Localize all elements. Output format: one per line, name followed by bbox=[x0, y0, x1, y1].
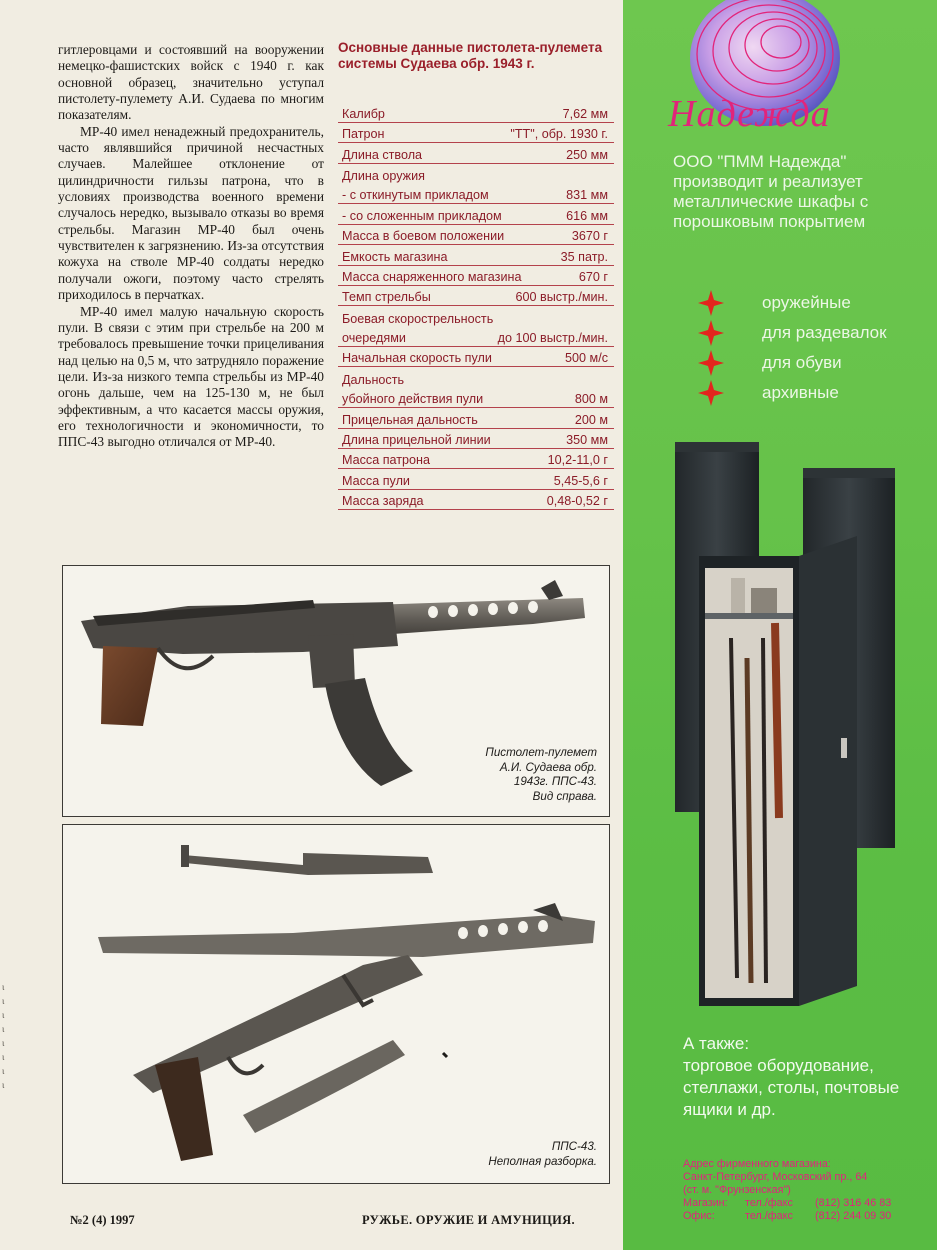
address-line-1: Санкт-Петербург, Московский пр., 64 bbox=[683, 1170, 868, 1183]
spec-row bbox=[338, 266, 614, 286]
caption-line: 1943г. ППС-43. bbox=[513, 775, 597, 789]
shop-number: (812) 316 46 83 bbox=[815, 1196, 892, 1209]
spec-row bbox=[338, 286, 614, 306]
red-star-icon bbox=[698, 350, 724, 376]
caption-line: Вид справа. bbox=[532, 789, 597, 803]
spec-label: Патрон bbox=[342, 127, 385, 142]
article-paragraph-1: гитлеровцами и состоявший на вооружении немецко-фашистских войск с 1940 г. как основной образец, значительно уступал пистолету-пулемету А.И. Судаева по многим показателям. bbox=[58, 42, 324, 123]
spec-value: 5,45-5,6 г bbox=[553, 473, 608, 488]
spec-label: - со сложенным прикладом bbox=[342, 208, 502, 223]
spec-row bbox=[338, 449, 614, 469]
address-line-2: (ст. м. "Фрунзенская") bbox=[683, 1183, 791, 1196]
spec-table bbox=[338, 40, 614, 510]
spec-row bbox=[338, 469, 614, 489]
spec-value: 3670 г bbox=[571, 229, 608, 244]
spec-label: Емкость магазина bbox=[342, 249, 448, 264]
spec-row bbox=[338, 204, 614, 224]
spec-row bbox=[338, 490, 614, 510]
red-star-icon bbox=[698, 380, 724, 406]
product-label: для обуви bbox=[762, 353, 842, 372]
product-label: архивные bbox=[762, 383, 839, 402]
spec-row bbox=[338, 306, 614, 326]
store-address bbox=[683, 1158, 933, 1223]
spec-label: Дальность bbox=[342, 372, 405, 387]
spec-label: Масса патрона bbox=[342, 453, 431, 468]
red-star-icon bbox=[698, 290, 724, 316]
spec-row bbox=[338, 184, 614, 204]
product-label: оружейные bbox=[762, 293, 851, 312]
spec-label: Длина оружия bbox=[342, 168, 425, 183]
spec-value: 200 м bbox=[574, 412, 608, 427]
office-mode: тел./факс bbox=[745, 1209, 793, 1222]
spec-value: 670 г bbox=[578, 269, 608, 284]
spec-row bbox=[338, 327, 614, 347]
spec-value: 616 мм bbox=[566, 208, 608, 223]
page-edge-marks: ι ι ι ι ι ι ι ι bbox=[2, 982, 5, 1090]
spec-label: Прицельная дальность bbox=[342, 412, 478, 427]
product-item bbox=[698, 378, 887, 408]
spec-label: Боевая скорострельность bbox=[342, 311, 494, 326]
photo-disassembly-caption bbox=[488, 1140, 597, 1169]
spec-label: Калибр bbox=[342, 106, 385, 121]
shop-mode: тел./факс bbox=[745, 1196, 793, 1209]
article-paragraph-2: МР-40 имел ненадежный предохранитель, часто являвшийся причиной несчастных случаев. Малейшее отклонение от цилиндричности гильзы патрона, что в условиях производства военного времени случалось нередко, вызывало отказы во время стрельбы. Магазин МР-40 был очень чувствителен к загрязнению. Из-за отсутствия кожуха на стволе МР-40 солдаты нередко получали ожоги, поэтому часто стрелять приходилось в перчатках. bbox=[58, 123, 324, 303]
spec-row bbox=[338, 102, 614, 122]
spec-label: Масса в боевом положении bbox=[342, 229, 505, 244]
spec-label: Темп стрельбы bbox=[342, 290, 431, 305]
spec-rows bbox=[338, 102, 614, 510]
spec-label: убойного действия пули bbox=[342, 392, 484, 407]
spec-value: 800 м bbox=[574, 392, 608, 407]
office-number: (812) 244 09 30 bbox=[815, 1209, 892, 1222]
spec-row bbox=[338, 225, 614, 245]
issue-number: №2 (4) 1997 bbox=[70, 1213, 135, 1227]
caption-line: Неполная разборка. bbox=[488, 1154, 597, 1168]
product-item bbox=[698, 288, 887, 318]
ad-intro-text: ООО "ПММ Надежда" производит и реализует металлические шкафы с порошковым покрытием bbox=[673, 152, 869, 232]
spec-row bbox=[338, 367, 614, 387]
spec-value: 600 выстр./мин. bbox=[515, 290, 608, 305]
also-text: торговое оборудование, стеллажи, столы, почтовые ящики и др. bbox=[683, 1056, 900, 1120]
spec-row bbox=[338, 347, 614, 367]
product-item bbox=[698, 318, 887, 348]
spec-value: "ТТ", обр. 1930 г. bbox=[510, 127, 608, 142]
address-title: Адрес фирменного магазина: bbox=[683, 1158, 831, 1170]
spec-label: Начальная скорость пули bbox=[342, 351, 492, 366]
spec-row bbox=[338, 143, 614, 163]
spec-table-title: Основные данные пистолета-пулемета системы Судаева обр. 1943 г. bbox=[338, 40, 603, 72]
magazine-name: РУЖЬЕ. ОРУЖИЕ И АМУНИЦИЯ. bbox=[362, 1213, 575, 1227]
spec-value: 500 м/с bbox=[565, 351, 608, 366]
spec-label: Длина ствола bbox=[342, 147, 423, 162]
photo-side-caption bbox=[485, 746, 597, 804]
disassembled-gun-image bbox=[63, 825, 609, 1183]
brand-name: Надежда bbox=[668, 93, 831, 135]
spec-label: Масса пули bbox=[342, 473, 410, 488]
spec-label: Длина прицельной линии bbox=[342, 433, 491, 448]
spec-value: 250 мм bbox=[566, 147, 608, 162]
photo-side-view bbox=[62, 565, 610, 817]
gun-safe-cabinets-image bbox=[671, 438, 911, 1008]
spec-label: Масса заряда bbox=[342, 494, 424, 509]
advertisement-panel bbox=[623, 0, 937, 1250]
red-star-icon bbox=[698, 320, 724, 346]
caption-line: ППС-43. bbox=[551, 1140, 597, 1154]
spec-value: 7,62 мм bbox=[562, 106, 608, 121]
product-item bbox=[698, 348, 887, 378]
spec-value: 0,48-0,52 г bbox=[546, 494, 608, 509]
spec-label: очередями bbox=[342, 331, 406, 346]
photo-disassembly bbox=[62, 824, 610, 1184]
article-text bbox=[58, 42, 324, 451]
also-section bbox=[683, 1033, 933, 1121]
office-phone bbox=[683, 1210, 933, 1223]
spec-value: 350 мм bbox=[566, 433, 608, 448]
spec-row bbox=[338, 123, 614, 143]
spec-label: Масса снаряженного магазина bbox=[342, 269, 522, 284]
article-paragraph-3: МР-40 имел малую начальную скорость пули. В связи с этим при стрельбе на 200 м требовалось превышение точки прицеливания над целью на 0,5 м, что затрудняло поражение цели. Из-за низкого темпа стрельбы из МР-40 огонь дальше, чем на 125-130 м, не был эффективным, а что касается массы оружия, его технологичности и экономичности, то ППС-43 выгодно отличался от МР-40. bbox=[58, 303, 324, 450]
office-label: Офис: bbox=[683, 1209, 715, 1222]
product-label: для раздевалок bbox=[762, 323, 887, 342]
spec-row bbox=[338, 388, 614, 408]
spec-value: 10,2-11,0 г bbox=[547, 453, 608, 468]
product-list bbox=[698, 288, 887, 408]
spec-row bbox=[338, 429, 614, 449]
spec-row bbox=[338, 164, 614, 184]
spec-value: до 100 выстр./мин. bbox=[497, 331, 608, 346]
caption-line: А.И. Судаева обр. bbox=[499, 760, 597, 774]
spec-row bbox=[338, 408, 614, 428]
shop-phone bbox=[683, 1197, 933, 1210]
spec-row bbox=[338, 245, 614, 265]
spec-value: 35 патр. bbox=[560, 249, 608, 264]
shop-label: Магазин: bbox=[683, 1196, 728, 1209]
spec-value: 831 мм bbox=[566, 188, 608, 203]
also-title: А также: bbox=[683, 1034, 750, 1053]
caption-line: Пистолет-пулемет bbox=[485, 746, 597, 760]
spec-label: - с откинутым прикладом bbox=[342, 188, 489, 203]
